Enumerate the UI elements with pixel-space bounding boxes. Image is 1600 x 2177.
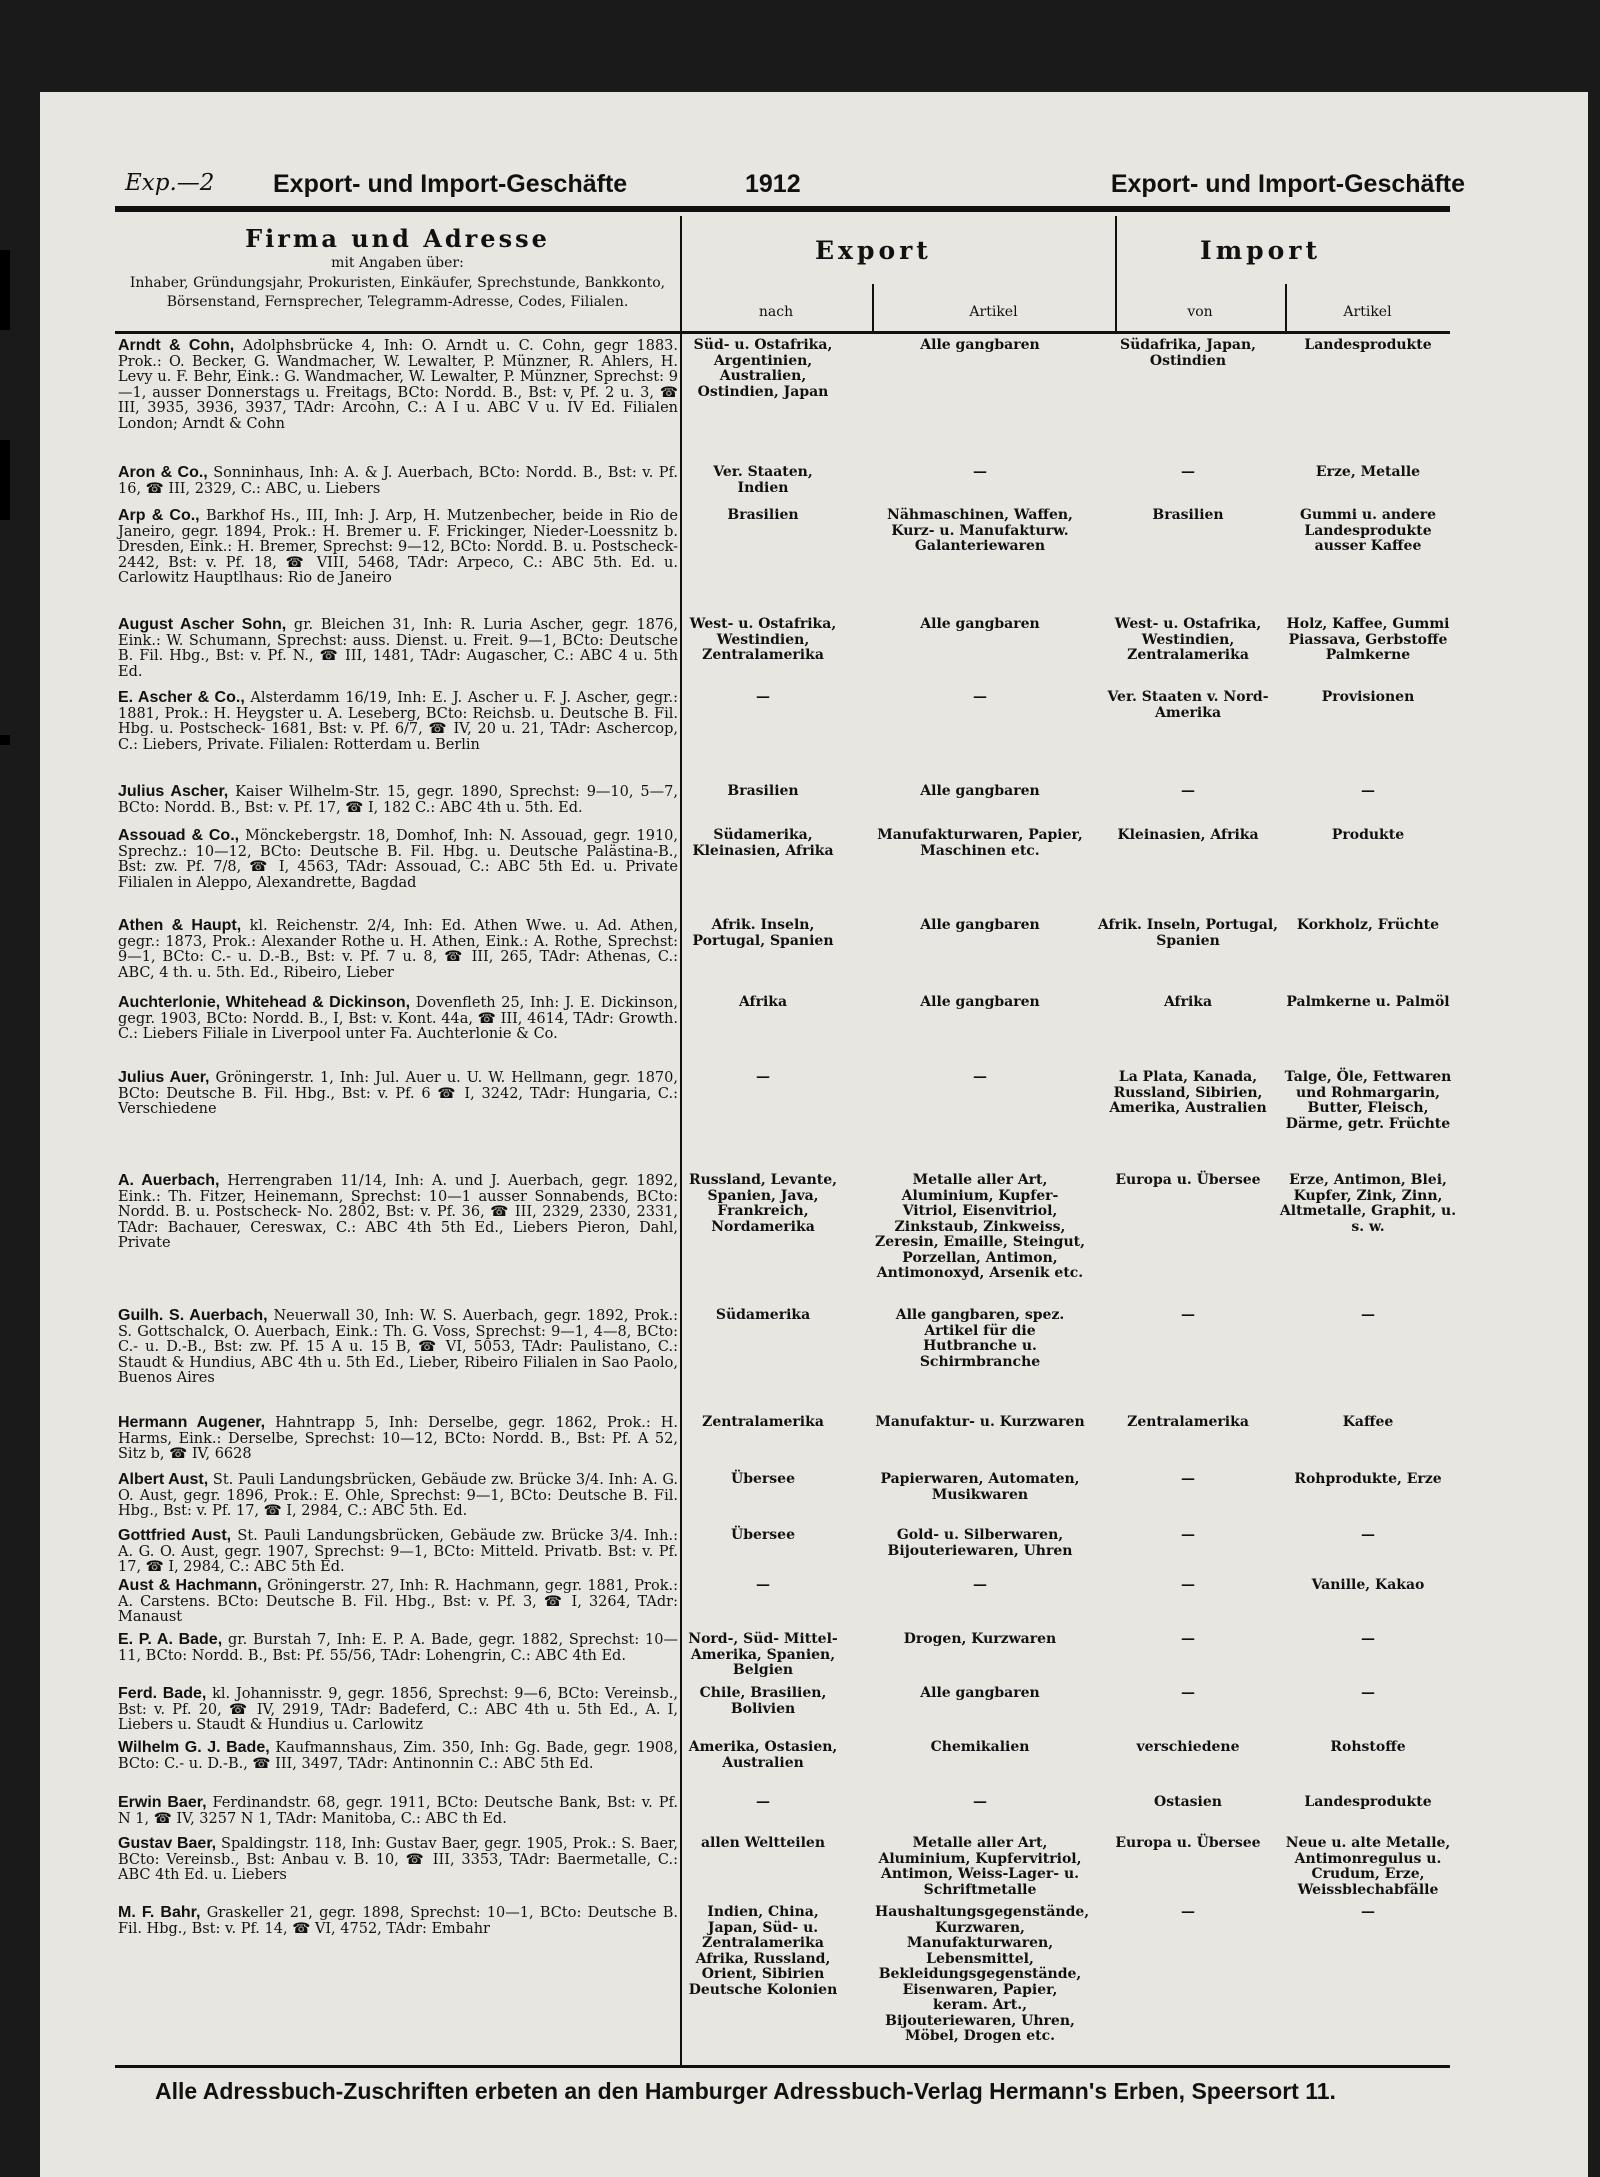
export-articles: — bbox=[973, 1577, 987, 1593]
firm-entry bbox=[118, 1686, 678, 1734]
import-origin: — bbox=[1181, 1527, 1195, 1543]
export-destination: Brasilien bbox=[727, 783, 799, 799]
import-origin: — bbox=[1181, 464, 1195, 480]
firm-details: Sonninhaus, Inh: A. & J. Auerbach, BCto: Nordd. B., Bst: v. Pf. 16, ☎ III, 2329, C.: ABC, u. Liebers bbox=[118, 465, 678, 497]
export-nach-header: nach bbox=[758, 304, 794, 320]
import-origin: Afrik. Inseln, Portugal, Spanien bbox=[1097, 917, 1279, 949]
firm-name: Gustav Baer, bbox=[118, 1835, 217, 1852]
running-header bbox=[125, 170, 1465, 206]
export-articles: — bbox=[973, 464, 987, 480]
import-articles: Rohstoffe bbox=[1330, 1739, 1406, 1755]
import-articles: — bbox=[1361, 783, 1375, 799]
firm-name: Wilhelm G. J. Bade, bbox=[118, 1739, 270, 1756]
import-origin: verschiedene bbox=[1136, 1739, 1240, 1755]
import-articles: Talge, Öle, Fettwaren und Rohmargarin, Butter, Fleisch, Därme, getr. Früchte bbox=[1284, 1069, 1452, 1132]
firm-entry bbox=[118, 1836, 678, 1884]
import-origin: Europa u. Übersee bbox=[1115, 1172, 1261, 1188]
firm-name: Erwin Baer, bbox=[118, 1794, 207, 1811]
header-year: 1912 bbox=[745, 170, 801, 198]
import-articles: — bbox=[1361, 1307, 1375, 1323]
export-destination: Südamerika, Kleinasien, Afrika bbox=[692, 827, 834, 859]
firm-details: Kaufmannshaus, Zim. 350, Inh: Gg. Bade, gegr. 1908, BCto: C.- u. D.-B., ☎ III, 3497, TAdr: Antinonnin C.: ABC 5th Ed. bbox=[118, 1740, 678, 1772]
firm-details: Neuerwall 30, Inh: W. S. Auerbach, gegr. 1892, Prok.: S. Gottschalck, O. Auerbach, Eink.: Th. G. Voss, Sprechst: 9—1, 4—8, BCto: C.- u. D.-B., Bst: zw. Pf. 15 A u. 15 B, ☎ VI, 5053, TAdr: Paulistano, C.: Staudt & Hundius, ABC 4th u. 5th Ed., Lieber, Ribeiro Filialen in Sao Paolo, Buenos Aires bbox=[118, 1308, 679, 1386]
firm-details: St. Pauli Landungsbrücken, Gebäude zw. Brücke 3/4. Inh.: A. G. O. Aust, gegr. 1907, Sprechst: 9—1, BCto: Mitteld. Privatb. Bst: v. Pf. 17, ☎ I, 2984, C.: ABC 5th Ed. bbox=[118, 1528, 678, 1575]
import-articles: — bbox=[1361, 1685, 1375, 1701]
import-origin: — bbox=[1181, 1904, 1195, 1920]
firm-entry bbox=[118, 784, 678, 816]
import-articles: Erze, Metalle bbox=[1315, 464, 1421, 480]
firm-entry bbox=[118, 1632, 678, 1664]
export-destination: Übersee bbox=[731, 1471, 795, 1487]
export-destination: Amerika, Ostasien, Australien bbox=[688, 1739, 838, 1771]
firm-entry bbox=[118, 1472, 678, 1520]
firm-entry bbox=[118, 918, 678, 981]
header-rule bbox=[115, 206, 1450, 212]
firm-name: Auchterlonie, Whitehead & Dickinson, bbox=[118, 994, 411, 1011]
import-origin: Kleinasien, Afrika bbox=[1117, 827, 1259, 843]
export-destination: Afrik. Inseln, Portugal, Spanien bbox=[692, 917, 834, 949]
export-articles: — bbox=[973, 1069, 987, 1085]
export-articles: Gold- u. Silberwaren, Bijouteriewaren, Uhren bbox=[887, 1527, 1073, 1559]
firm-entry bbox=[118, 1740, 678, 1772]
firm-entry bbox=[118, 1070, 678, 1118]
firm-name: Guilh. S. Auerbach, bbox=[118, 1307, 268, 1324]
firm-entry bbox=[118, 508, 678, 587]
firm-entry bbox=[118, 465, 678, 497]
firm-details: Barkhof Hs., III, Inh: J. Arp, H. Mutzenbecher, beide in Rio de Janeiro, gegr. 1894, Prok.: H. Bremer u. F. Frickinger, Nieder-Loessnitz b. Dresden, Eink.: H. Bremer, Sprechst: 9—12, BCto: Nordd. B. u. Postscheck- 2442, Bst: v. Pf. 18, ☎ VIII, 5468, TAdr: Arpeco, C.: ABC 5th. Ed. u. Carlowitz Hauptlhaus: Rio de Janeiro bbox=[118, 508, 679, 586]
firm-name: A. Auerbach, bbox=[118, 1172, 220, 1189]
export-articles: Alle gangbaren bbox=[920, 616, 1040, 632]
export-articles: Alle gangbaren bbox=[920, 994, 1040, 1010]
import-von-header: von bbox=[1187, 304, 1213, 320]
export-articles: Papierwaren, Automaten, Musikwaren bbox=[880, 1471, 1080, 1503]
edge-mark bbox=[0, 440, 10, 520]
firm-entry bbox=[118, 1308, 678, 1387]
firm-details: Dovenfleth 25, Inh: J. E. Dickinson, gegr. 1903, BCto: Nordd. B., I, Bst: v. Kont. 44a, ☎ III, 4614, TAdr: Growth. C.: Liebers Filiale in Liverpool unter Fa. Auchterlonie & Co. bbox=[118, 995, 678, 1042]
firm-name: Gottfried Aust, bbox=[118, 1527, 232, 1544]
firm-entry bbox=[118, 617, 678, 680]
export-articles: — bbox=[973, 1794, 987, 1810]
firm-name: Aron & Co., bbox=[118, 464, 208, 481]
export-destination: Brasilien bbox=[727, 507, 799, 523]
footer-rule bbox=[115, 2065, 1450, 2068]
firm-details: Ferdinandstr. 68, gegr. 1911, BCto: Deutsche Bank, Bst: v. Pf. N 1, ☎ IV, 3257 N 1, TAdr: Manitoba, C.: ABC th Ed. bbox=[118, 1795, 678, 1827]
export-destination: — bbox=[756, 1577, 770, 1593]
firm-name: E. P. A. Bade, bbox=[118, 1631, 223, 1648]
export-destination: — bbox=[756, 689, 770, 705]
export-destination: Russland, Levante, Spanien, Java, Frankreich, Nordamerika bbox=[688, 1172, 838, 1235]
firm-details: Gröningerstr. 27, Inh: R. Hachmann, gegr. 1881, Prok.: A. Carstens. BCto: Deutsche B. Fil. Hbg., Bst: v. Pf. 3, ☎ I, 3264, TAdr: Manaust bbox=[118, 1578, 678, 1625]
import-origin: Brasilien bbox=[1152, 507, 1224, 523]
export-articles: — bbox=[973, 689, 987, 705]
export-destination: Chile, Brasilien, Bolivien bbox=[699, 1685, 827, 1717]
firm-details: Mönckebergstr. 18, Domhof, Inh: N. Assouad, gegr. 1910, Sprechz.: 10—12, BCto: Deutsche B. Fil. Hbg. u. Deutsche Palästina-B., Bst: zw. Pf. 7/8, ☎ I, 4563, TAdr: Assouad, C.: ABC 5th Ed. u. Private Filialen in Aleppo, Alexandrette, Bagdad bbox=[118, 828, 678, 891]
firm-entry bbox=[118, 690, 678, 753]
import-origin: — bbox=[1181, 1577, 1195, 1593]
firm-details: gr. Burstah 7, Inh: E. P. A. Bade, gegr. 1882, Sprechst: 10—11, BCto: Nordd. B., Bst: Pf. 55/56, TAdr: Lohengrin, C.: ABC 4th Ed. bbox=[118, 1632, 679, 1664]
export-articles: Alle gangbaren, spez. Artikel für die Hutbranche u. Schirmbranche bbox=[895, 1307, 1065, 1370]
import-origin: Afrika bbox=[1163, 994, 1213, 1010]
firm-details: St. Pauli Landungsbrücken, Gebäude zw. Brücke 3/4. Inh: A. G. O. Aust, gegr. 1896, Prok.: E. Ohle, Sprechst: 9—1, BCto: Deutsche B. Fil. Hbg., Bst: v. Pf. 17, ☎ I, 2984, C.: ABC 5th. Ed. bbox=[118, 1472, 678, 1519]
firm-name: M. F. Bahr, bbox=[118, 1904, 201, 1921]
firm-details: kl. Reichenstr. 2/4, Inh: Ed. Athen Wwe. u. Ad. Athen, gegr.: 1873, Prok.: Alexander Rothe u. H. Athen, Eink.: A. Rothe, Sprechst: 9—1, BCto: C.- u. D.-B., Bst: v. Pf. 7 u. 8, ☎ III, 265, TAdr: Athenas, C.: ABC, 4 th. u. 5th. Ed., Ribeiro, Lieber bbox=[118, 918, 678, 981]
export-destination: allen Weltteilen bbox=[700, 1835, 826, 1851]
import-articles: Produkte bbox=[1331, 827, 1405, 843]
export-articles: Manufakturwaren, Papier, Maschinen etc. bbox=[877, 827, 1083, 859]
firm-entry bbox=[118, 1415, 678, 1463]
import-origin: — bbox=[1181, 1631, 1195, 1647]
export-articles: Metalle aller Art, Aluminium, Kupfer-Vitriol, Eisenvitriol, Zinkstaub, Zinkweiss, Zeresin, Emaille, Steingut, Porzellan, Antimon, Antimonoxyd, Arsenik etc. bbox=[875, 1172, 1085, 1281]
import-articles: Provisionen bbox=[1321, 689, 1415, 705]
export-destination: Nord-, Süd- Mittel-Amerika, Spanien, Belgien bbox=[688, 1631, 838, 1678]
firm-name: Albert Aust, bbox=[118, 1471, 209, 1488]
import-origin: — bbox=[1181, 1307, 1195, 1323]
import-origin: La Plata, Kanada, Russland, Sibirien, Amerika, Australien bbox=[1109, 1069, 1267, 1116]
import-articles: Erze, Antimon, Blei, Kupfer, Zink, Zinn, Altmetalle, Graphit, u. s. w. bbox=[1279, 1172, 1457, 1235]
import-articles: — bbox=[1361, 1631, 1375, 1647]
footer-text: Alle Adressbuch-Zuschriften erbeten an den Hamburger Adressbuch-Verlag Hermann's Erben, Speersort 11. bbox=[155, 2078, 1336, 2104]
firm-details: Kaiser Wilhelm-Str. 15, gegr. 1890, Sprechst: 9—10, 5—7, BCto: Nordd. B., Bst: v. Pf. 17, ☎ I, 182 C.: ABC 4th u. 5th. Ed. bbox=[118, 784, 678, 816]
import-articles: Gummi u. andere Landesprodukte ausser Kaffee bbox=[1299, 507, 1437, 554]
firm-details: Gröningerstr. 1, Inh: Jul. Auer u. U. W. Hellmann, gegr. 1870, BCto: Deutsche B. Fil. Hbg., Bst: v. Pf. 6 ☎ I, 3242, TAdr: Hungaria, C.: Verschiedene bbox=[118, 1070, 678, 1117]
firm-name: Assouad & Co., bbox=[118, 827, 240, 844]
export-articles: Manufaktur- u. Kurzwaren bbox=[875, 1414, 1085, 1430]
import-origin: — bbox=[1181, 1471, 1195, 1487]
header-bottom-rule bbox=[115, 331, 1450, 334]
export-articles: Metalle aller Art, Aluminium, Kupfervitriol, Antimon, Weiss-Lager- u. Schriftmetalle bbox=[878, 1835, 1082, 1898]
export-articles: Haushaltungsgegenstände, Kurzwaren, Manufakturwaren, Lebensmittel, Bekleidungsgegenstände, Eisenwaren, Papier, keram. Art., Bijouteriewaren, Uhren, Möbel, Drogen etc. bbox=[875, 1904, 1090, 2044]
firm-name: Athen & Haupt, bbox=[118, 917, 242, 934]
export-artikel-header: Artikel bbox=[969, 304, 1018, 320]
export-articles: Nähmaschinen, Waffen, Kurz- u. Manufakturw. Galanteriewaren bbox=[887, 507, 1073, 554]
export-destination: Indien, China, Japan, Süd- u. Zentralamerika Afrika, Russland, Orient, Sibirien Deutsche Kolonien bbox=[688, 1904, 838, 1998]
export-destination: West- u. Ostafrika, Westindien, Zentralamerika bbox=[689, 616, 837, 663]
export-articles: Alle gangbaren bbox=[920, 917, 1040, 933]
import-articles: Landesprodukte bbox=[1304, 1794, 1432, 1810]
firm-details: Adolphsbrücke 4, Inh: O. Arndt u. C. Cohn, gegr 1883. Prok.: O. Becker, G. Wandmacher, W. Lewalter, P. Münzner, R. Ahlers, H. Levy u. F. Behr, Eink.: G. Wandmacher, W. Lewalter, P. Münzner, Sprechst: 9—1, ausser Donnerstags u. Freitags, BCto: Nordd. B., Bst: v, Pf. 2 u. 3, ☎ III, 3935, 3936, 3937, TAdr: Arcohn, C.: A I u. ABC V u. IV Ed. Filialen London; Arndt & Cohn bbox=[118, 338, 678, 432]
export-articles: Alle gangbaren bbox=[920, 1685, 1040, 1701]
import-articles: Holz, Kaffee, Gummi Piassava, Gerbstoffe Palmkerne bbox=[1286, 616, 1450, 663]
firm-name: Arndt & Cohn, bbox=[118, 337, 235, 354]
import-articles: — bbox=[1361, 1904, 1375, 1920]
firm-details: Hahntrapp 5, Inh: Derselbe, gegr. 1862, Prok.: H. Harms, Eink.: Derselbe, Sprechst: 10—12, BCto: Nordd. B., Bst: Pf. A 52, Sitz b, ☎ IV, 6628 bbox=[118, 1415, 678, 1462]
column-header bbox=[115, 216, 1450, 331]
firm-details: Spaldingstr. 118, Inh: Gustav Baer, gegr. 1905, Prok.: S. Baer, BCto: Vereinsb., Bst: Anbau v. B. 10, ☎ III, 3353, TAdr: Baermetalle, C.: ABC 4th Ed. u. Liebers bbox=[118, 1836, 678, 1883]
firm-name: August Ascher Sohn, bbox=[118, 616, 287, 633]
firma-header bbox=[115, 224, 680, 312]
export-destination: — bbox=[756, 1794, 770, 1810]
import-origin: Zentralamerika bbox=[1127, 1414, 1249, 1430]
firm-entry bbox=[118, 1173, 678, 1252]
export-destination: Übersee bbox=[731, 1527, 795, 1543]
firm-name: Aust & Hachmann, bbox=[118, 1577, 262, 1594]
import-origin: Südafrika, Japan, Ostindien bbox=[1120, 337, 1256, 369]
firm-details: Alsterdamm 16/19, Inh: E. J. Ascher u. F. J. Ascher, gegr.: 1881, Prok.: H. Heygster u. A. Leseberg, BCto: Reichsb. u. Deutsche B. Fil. Hbg. u. Postscheck- 1681, Bst: v. Pf. 6/7, ☎ IV, 20 u. 21, TAdr: Aschercop, C.: Liebers, Private. Filialen: Rotterdam u. Berlin bbox=[118, 690, 678, 753]
import-articles: Landesprodukte bbox=[1304, 337, 1432, 353]
export-articles: Alle gangbaren bbox=[920, 783, 1040, 799]
edge-mark bbox=[0, 250, 10, 330]
export-articles: Alle gangbaren bbox=[920, 337, 1040, 353]
import-articles: Rohprodukte, Erze bbox=[1294, 1471, 1442, 1487]
firma-title: Firma und Adresse bbox=[245, 224, 550, 253]
export-articles: Drogen, Kurzwaren bbox=[903, 1631, 1057, 1647]
firm-entry bbox=[118, 338, 678, 432]
export-destination: Zentralamerika bbox=[702, 1414, 824, 1430]
export-header: Export bbox=[815, 236, 932, 265]
firm-entry bbox=[118, 1528, 678, 1576]
firm-name: Julius Auer, bbox=[118, 1069, 210, 1086]
import-articles: Neue u. alte Metalle, Antimonregulus u. Crudum, Erze, Weissblechabfälle bbox=[1285, 1835, 1451, 1898]
firm-details: Graskeller 21, gegr. 1898, Sprechst: 10—1, BCto: Deutsche B. Fil. Hbg., Bst: v. Pf. 14, ☎ VI, 4752, TAdr: Embahr bbox=[118, 1905, 679, 1937]
header-title-left: Export- und Import-Geschäfte bbox=[273, 170, 628, 198]
import-artikel-header: Artikel bbox=[1343, 304, 1392, 320]
firm-details: Herrengraben 11/14, Inh: A. und J. Auerbach, gegr. 1892, Eink.: Th. Fitzer, Heinemann, Sprechst: 10—1 ausser Sonnabends, BCto: Nordd. B. u. Postscheck- No. 2802, Bst: v. Pf. 36, ☎ III, 2329, 2330, 2331, TAdr: Bachauer, Cereswax, C.: ABC 4th 5th Ed., Liebers Pieron, Dahl, Private bbox=[118, 1173, 678, 1251]
firm-name: E. Ascher & Co., bbox=[118, 689, 245, 706]
import-articles: Palmkerne u. Palmöl bbox=[1286, 994, 1450, 1010]
firm-details: kl. Johannisstr. 9, gegr. 1856, Sprechst: 9—6, BCto: Vereinsb., Bst: v. Pf. 20, ☎ IV, 2919, TAdr: Badeferd, C.: ABC 4th u. 5th Ed., A. I, Liebers u. Staudt & Hundius u. Carlowitz bbox=[118, 1686, 678, 1733]
import-origin: — bbox=[1181, 1685, 1195, 1701]
firm-entry bbox=[118, 1795, 678, 1827]
page-label: Exp.—2 bbox=[125, 170, 215, 196]
export-destination: — bbox=[756, 1069, 770, 1085]
firm-name: Julius Ascher, bbox=[118, 783, 229, 800]
export-destination: Süd- u. Ostafrika, Argentinien, Australien, Ostindien, Japan bbox=[693, 337, 833, 400]
import-origin: Ver. Staaten v. Nord-Amerika bbox=[1107, 689, 1269, 721]
import-origin: Ostasien bbox=[1154, 1794, 1222, 1810]
import-articles: Kaffee bbox=[1342, 1414, 1394, 1430]
firm-entry bbox=[118, 995, 678, 1043]
firma-subtitle: mit Angaben über: bbox=[331, 255, 464, 271]
export-articles: Chemikalien bbox=[930, 1739, 1030, 1755]
export-destination: Afrika bbox=[738, 994, 788, 1010]
firm-name: Arp & Co., bbox=[118, 507, 200, 524]
firma-detail: Inhaber, Gründungsjahr, Prokuristen, Einkäufer, Sprechstunde, Bankkonto, Börsenstand, Fernsprecher, Telegramm-Adresse, Codes, Filialen. bbox=[129, 275, 666, 310]
import-origin: Europa u. Übersee bbox=[1115, 1835, 1261, 1851]
import-origin: — bbox=[1181, 783, 1195, 799]
edge-mark bbox=[0, 735, 10, 745]
import-origin: West- u. Ostafrika, Westindien, Zentralamerika bbox=[1114, 616, 1262, 663]
import-articles: — bbox=[1361, 1527, 1375, 1543]
firm-name: Hermann Augener, bbox=[118, 1414, 266, 1431]
export-destination: Südamerika bbox=[715, 1307, 811, 1323]
firm-details: gr. Bleichen 31, Inh: R. Luria Ascher, gegr. 1876, Eink.: W. Schumann, Sprechst: auss. Dienst. u. Freit. 9—1, BCto: Deutsche B. Fil. Hbg., Bst: v. Pf. N., ☎ III, 1481, TAdr: Augascher, C.: ABC 4 u. 5th Ed. bbox=[118, 617, 678, 680]
import-header: Import bbox=[1200, 236, 1322, 265]
export-destination: Ver. Staaten, Indien bbox=[713, 464, 813, 496]
firm-entry bbox=[118, 1905, 678, 1937]
firm-entry bbox=[118, 828, 678, 891]
column-divider bbox=[680, 334, 682, 2065]
firm-name: Ferd. Bade, bbox=[118, 1685, 207, 1702]
header-title-right: Export- und Import-Geschäfte bbox=[1110, 170, 1465, 198]
import-articles: Korkholz, Früchte bbox=[1296, 917, 1440, 933]
firm-entry bbox=[118, 1578, 678, 1626]
import-articles: Vanille, Kakao bbox=[1311, 1577, 1425, 1593]
